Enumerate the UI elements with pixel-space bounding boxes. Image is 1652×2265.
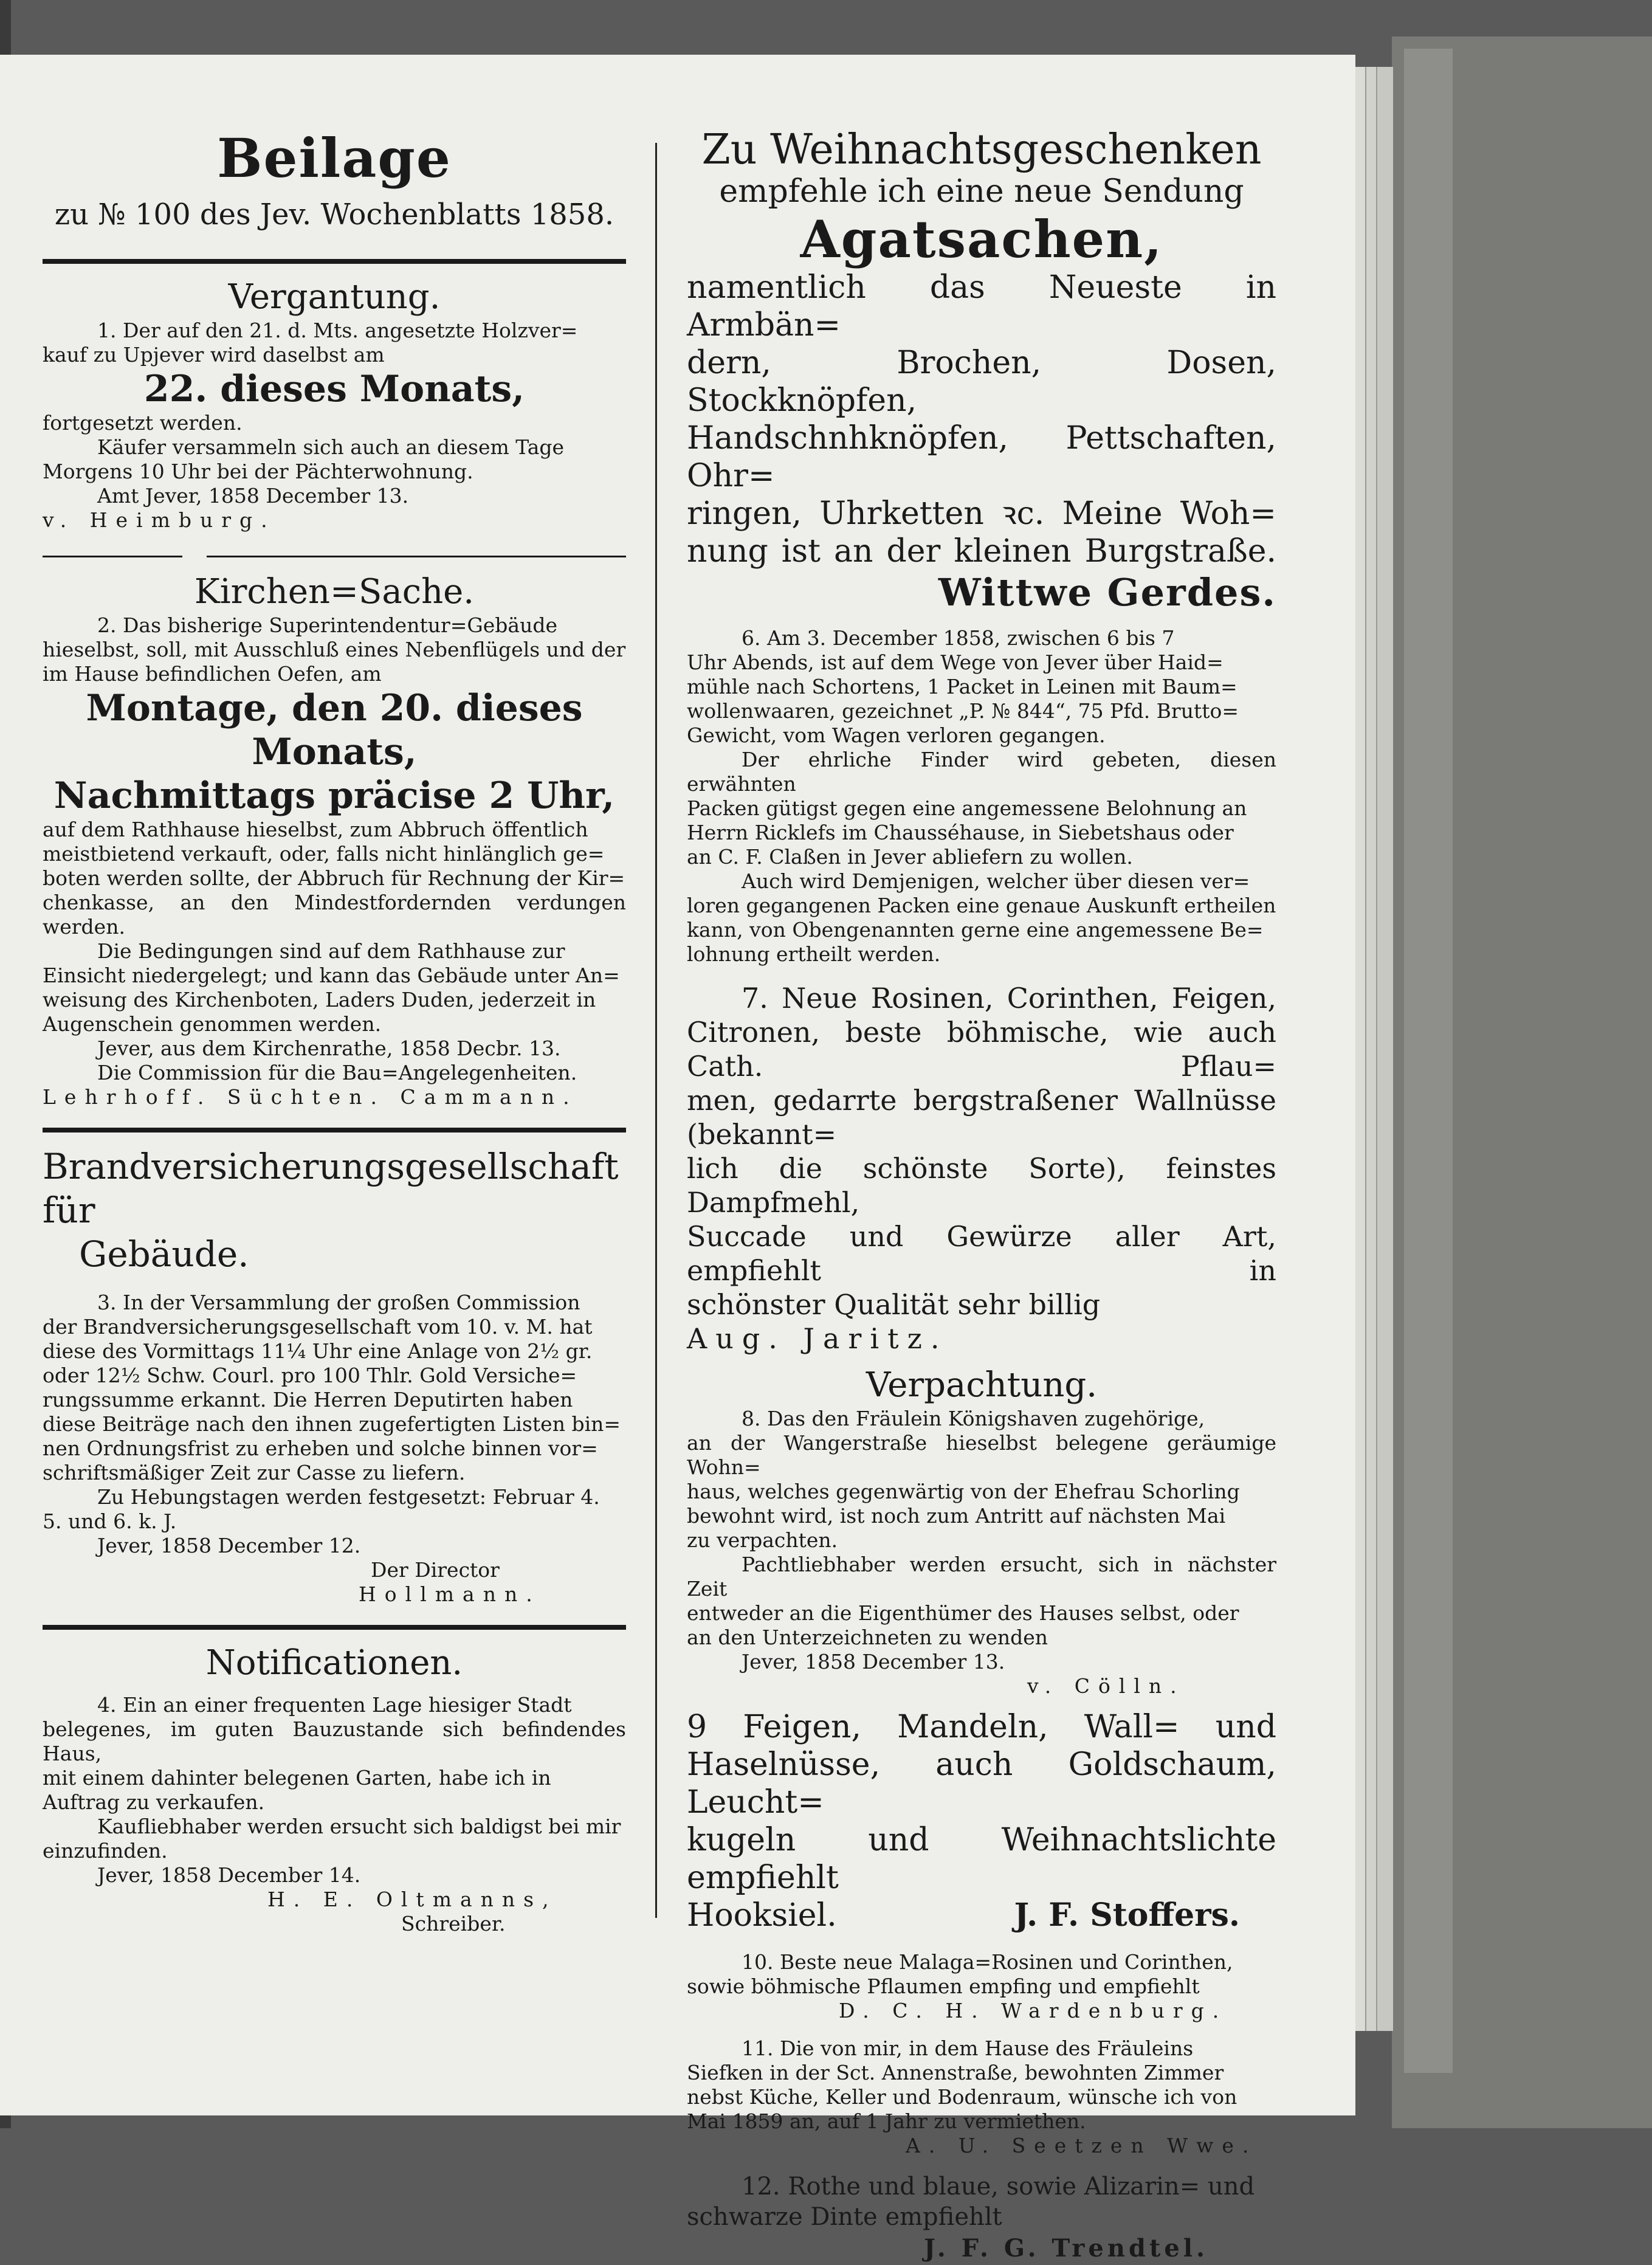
- text-line: 7. Neue Rosinen, Corinthen, Feigen,: [742, 982, 1276, 1015]
- text-line: weisung des Kirchenboten, Laders Duden, jederzeit in: [43, 988, 596, 1012]
- divider: [43, 1128, 626, 1132]
- signature: A. U. Seetzen Wwe.: [906, 2134, 1258, 2157]
- text-line: kugeln und Weihnachtslichte empfiehlt: [687, 1822, 1276, 1896]
- text-line: Uhr Abends, ist auf dem Wege von Jever über Haid=: [687, 650, 1224, 674]
- text-line: Succade und Gewürze aller Art, empfiehlt in: [687, 1220, 1276, 1287]
- left-column: [43, 128, 626, 1936]
- page-title: Beilage: [217, 126, 452, 190]
- signature: Aug. Jaritz.: [687, 1322, 948, 1355]
- text-line: Auftrag zu verkaufen.: [43, 1790, 265, 1814]
- binding-edge: [1404, 49, 1453, 2073]
- text-line: Kaufliebhaber werden ersucht sich baldigst bei mir: [97, 1815, 621, 1838]
- text-line: Pachtliebhaber werden ersucht, sich in nächster Zeit: [687, 1553, 1276, 1601]
- text-line: kann, von Obengenannten gerne eine angemessene Be=: [687, 918, 1264, 942]
- text-line: Jever, 1858 December 14.: [97, 1863, 361, 1887]
- text-line: Käufer versammeln sich auch an diesem Tage: [97, 435, 565, 459]
- signature: Der Director: [371, 1558, 500, 1582]
- text-line: rungssumme erkannt. Die Herren Deputirten haben: [43, 1388, 573, 1412]
- text-line: 12. Rothe und blaue, sowie Alizarin= und: [742, 2173, 1255, 2201]
- text-line: 6. Am 3. December 1858, zwischen 6 bis 7: [742, 626, 1175, 650]
- text-line: Hooksiel.: [687, 1897, 837, 1934]
- text-line: belegenes, im guten Bauzustande sich befindendes Haus,: [43, 1717, 626, 1765]
- notice-7: [687, 981, 1276, 1356]
- text-line: 2. Das bisherige Superintendentur=Gebäude: [97, 613, 557, 637]
- notice-notificationen: [43, 1642, 626, 1936]
- text-line: 3. In der Versammlung der großen Commission: [97, 1291, 580, 1314]
- text-line: 10. Beste neue Malaga=Rosinen und Corinthen,: [742, 1950, 1233, 1974]
- text-line: an der Wangerstraße hieselbst belegene geräumige Wohn=: [687, 1431, 1276, 1479]
- divider: [43, 259, 626, 264]
- notice-11: [687, 2036, 1276, 2158]
- page-stack-edge: [1376, 67, 1393, 2031]
- text-line: im Hause befindlichen Oefen, am: [43, 662, 382, 686]
- text-line: Jever, 1858 December 12.: [97, 1534, 361, 1557]
- text-line: oder 12½ Schw. Courl. pro 100 Thlr. Gold Versiche=: [43, 1363, 577, 1387]
- section-heading: Vergantung.: [228, 277, 441, 317]
- signature: J. F. G. Trendtel.: [924, 2234, 1208, 2263]
- text-line: schwarze Dinte empfiehlt: [687, 2203, 1002, 2231]
- ad-line: nung ist an der kleinen Burgstraße.: [687, 533, 1276, 570]
- text-line: Gewicht, vom Wagen verloren gegangen.: [687, 723, 1106, 747]
- text-line: nen Ordnungsfrist zu erheben und solche binnen vor=: [43, 1436, 598, 1460]
- text-line: diese des Vormittags 11¼ Uhr eine Anlage von 2½ gr.: [43, 1339, 593, 1363]
- text-line: hieselbst, soll, mit Ausschluß eines Nebenflügels und der: [43, 638, 626, 661]
- text-line: Einsicht niedergelegt; und kann das Gebäude unter An=: [43, 964, 620, 987]
- text-line: auf dem Rathhause hieselbst, zum Abbruch öffentlich: [43, 818, 588, 841]
- ad-line: ringen, Uhrketten ꝛc. Meine Woh=: [687, 495, 1276, 532]
- notice-vergantung: [43, 276, 626, 533]
- signature: Lehrhoff. Süchten. Cammann.: [43, 1085, 578, 1109]
- text-line: Packen gütigst gegen eine angemessene Belohnung an: [687, 796, 1247, 820]
- column-divider: [655, 143, 657, 1918]
- notice-12: [687, 2171, 1276, 2265]
- text-line: 5. und 6. k. J.: [43, 1509, 177, 1533]
- text-line: 4. Ein an einer frequenten Lage hiesiger Stadt: [97, 1693, 572, 1717]
- section-heading: Notificationen.: [205, 1643, 463, 1683]
- text-line: schönster Qualität sehr billig: [687, 1288, 1101, 1321]
- text-line: 1. Der auf den 21. d. Mts. angesetzte Holzver=: [97, 319, 578, 342]
- signature: D. C. H. Wardenburg.: [839, 1999, 1228, 2022]
- text-line: Siefken in der Sct. Annenstraße, bewohnten Zimmer: [687, 2061, 1224, 2084]
- text-line: loren gegangenen Packen eine genaue Auskunft ertheilen: [687, 894, 1276, 917]
- text-line: wollenwaaren, gezeichnet „P. № 844“, 75 Pfd. Brutto=: [687, 699, 1239, 723]
- ad-line: empfehle ich eine neue Sendung: [719, 173, 1244, 210]
- signature: v. Heimburg.: [43, 508, 276, 532]
- notice-kirchen-sache: [43, 571, 626, 1109]
- signature: Wittwe Gerdes.: [938, 570, 1276, 615]
- text-line: Auch wird Demjenigen, welcher über diesen ver=: [742, 869, 1250, 893]
- text-line: Morgens 10 Uhr bei der Pächterwohnung.: [43, 460, 473, 483]
- ad-headline: Zu Weihnachtsgeschenken: [701, 126, 1262, 174]
- text-line: chenkasse, an den Mindestfordernden verdungen werden.: [43, 891, 626, 939]
- text-line: Haselnüsse, auch Goldschaum, Leucht=: [687, 1746, 1276, 1821]
- notice-verpachtung: [687, 1364, 1276, 1698]
- emphasis-line: Montage, den 20. dieses Monats,: [86, 687, 583, 773]
- ad-line: Handschnhknöpfen, Pettschaften, Ohr=: [687, 420, 1276, 494]
- text-line: Amt Jever, 1858 December 13.: [97, 484, 409, 508]
- notice-9: [687, 1708, 1276, 1934]
- section-heading: Gebäude.: [79, 1233, 249, 1275]
- ad-line: dern, Brochen, Dosen, Stockknöpfen,: [687, 345, 1276, 419]
- text-line: Die Bedingungen sind auf dem Rathhause zur: [97, 939, 565, 963]
- text-line: 11. Die von mir, in dem Hause des Fräuleins: [742, 2036, 1194, 2060]
- text-line: Zu Hebungstagen werden festgesetzt: Februar 4.: [97, 1485, 600, 1509]
- section-heading: Brandversicherungsgesellschaft für: [43, 1146, 619, 1231]
- text-line: schriftsmäßiger Zeit zur Casse zu liefern.: [43, 1461, 466, 1484]
- emphasis-line: 22. dieses Monats,: [143, 368, 525, 410]
- page-subtitle: zu № 100 des Jev. Wochenblatts 1858.: [54, 198, 614, 232]
- text-line: 9 Feigen, Mandeln, Wall= und: [687, 1709, 1276, 1745]
- text-line: einzufinden.: [43, 1839, 168, 1863]
- ad-headline: Agatsachen,: [800, 209, 1163, 269]
- text-line: zu verpachten.: [687, 1528, 838, 1552]
- ad-weihnachtsgeschenke: [687, 128, 1276, 615]
- ad-line: namentlich das Neueste in Armbän=: [687, 269, 1276, 343]
- section-heading: Kirchen=Sache.: [194, 572, 475, 612]
- text-line: mühle nach Schortens, 1 Packet in Leinen mit Baum=: [687, 675, 1237, 698]
- divider: [43, 556, 626, 557]
- text-line: lohnung ertheilt werden.: [687, 942, 941, 966]
- section-heading: Verpachtung.: [866, 1365, 1098, 1405]
- text-line: diese Beiträge nach den ihnen zugefertigten Listen bin=: [43, 1412, 621, 1436]
- text-line: 8. Das den Fräulein Königshaven zugehörige,: [742, 1407, 1205, 1430]
- text-line: Jever, 1858 December 13.: [742, 1650, 1005, 1674]
- divider: [43, 1625, 626, 1630]
- text-line: bewohnt wird, ist noch zum Antritt auf nächsten Mai: [687, 1504, 1226, 1528]
- text-line: Citronen, beste böhmische, wie auch Cath. Pflau=: [687, 1016, 1276, 1083]
- notice-6: [687, 626, 1276, 967]
- text-line: men, gedarrte bergstraßener Wallnüsse (bekannt=: [687, 1084, 1276, 1151]
- text-line: nebst Küche, Keller und Bodenraum, wünsche ich von: [687, 2085, 1237, 2109]
- text-line: entweder an die Eigenthümer des Hauses selbst, oder: [687, 1601, 1239, 1625]
- text-line: Augenschein genommen werden.: [43, 1012, 382, 1036]
- text-line: meistbietend verkauft, oder, falls nicht hinlänglich ge=: [43, 842, 605, 866]
- right-column: [687, 128, 1276, 2265]
- notice-brandversicherung: [43, 1145, 626, 1607]
- text-line: Der ehrliche Finder wird gebeten, diesen erwähnten: [687, 748, 1276, 796]
- emphasis-line: Nachmittags präcise 2 Uhr,: [53, 774, 615, 817]
- text-line: Jever, aus dem Kirchenrathe, 1858 Decbr. 13.: [97, 1036, 561, 1060]
- notice-10: [687, 1950, 1276, 2023]
- signature: H. E. Oltmanns,: [267, 1888, 557, 1911]
- signature: J. F. Stoffers.: [1014, 1897, 1240, 1934]
- text-line: haus, welches gegenwärtig von der Ehefrau Schorling: [687, 1480, 1240, 1503]
- text-line: Herrn Ricklefs im Chausséhause, in Siebetshaus oder: [687, 821, 1234, 844]
- text-line: kauf zu Upjever wird daselbst am: [43, 343, 385, 367]
- signature: Hollmann.: [359, 1582, 541, 1606]
- text-line: mit einem dahinter belegenen Garten, habe ich in: [43, 1766, 551, 1790]
- text-line: boten werden sollte, der Abbruch für Rechnung der Kir=: [43, 866, 625, 890]
- text-line: fortgesetzt werden.: [43, 411, 243, 435]
- text-line: Mai 1859 an, auf 1 Jahr zu vermiethen.: [687, 2109, 1086, 2133]
- text-line: an den Unterzeichneten zu wenden: [687, 1625, 1048, 1649]
- text-line: Die Commission für die Bau=Angelegenheiten.: [97, 1061, 577, 1084]
- signature: Schreiber.: [401, 1912, 506, 1936]
- text-line: sowie böhmische Pflaumen empfing und empfiehlt: [687, 1974, 1200, 1998]
- text-line: der Brandversicherungsgesellschaft vom 10. v. M. hat: [43, 1315, 593, 1339]
- signature: v. Cölln.: [1027, 1674, 1185, 1698]
- text-line: lich die schönste Sorte), feinstes Dampfmehl,: [687, 1152, 1276, 1219]
- text-line: an C. F. Claßen in Jever abliefern zu wollen.: [687, 845, 1133, 869]
